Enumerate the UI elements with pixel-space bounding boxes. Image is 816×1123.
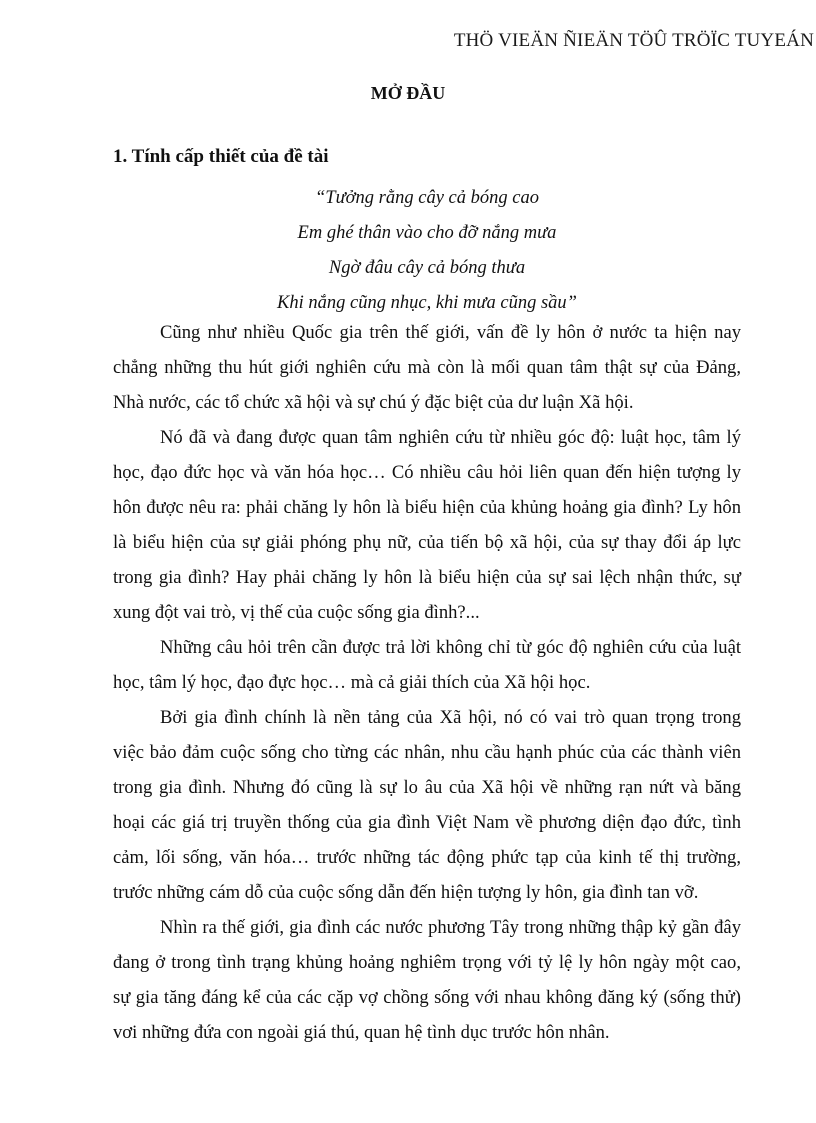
section-heading: 1. Tính cấp thiết của đề tài xyxy=(113,146,329,167)
text-line: Những câu hỏi trên cần được trả lời không chỉ từ góc độ nghiên cứu của luật xyxy=(160,637,741,658)
paragraph-2 xyxy=(113,420,741,630)
body-text xyxy=(113,315,741,1050)
paragraph-5 xyxy=(113,910,741,1050)
poem-line: Khi nắng cũng nhục, khi mưa cũng sầu” xyxy=(277,293,577,313)
text-line: là biểu hiện của sự giải phóng phụ nữ, của tiến bộ xã hội, của sự thay đổi áp lực xyxy=(113,532,741,553)
poem-line: Em ghé thân vào cho đỡ nắng mưa xyxy=(297,223,557,243)
text-line: vơi những đứa con ngoài giá thú, quan hệ tình dục trước hôn nhân. xyxy=(113,1022,610,1043)
poem-quote xyxy=(113,181,741,321)
document-title: MỞ ĐẦU xyxy=(370,83,446,103)
text-line: học, đạo đức học và văn hóa học… Có nhiều câu hỏi liên quan đến hiện tượng ly xyxy=(113,462,741,483)
poem-line: Ngờ đâu cây cả bóng thưa xyxy=(328,258,526,278)
text-line: hôn được nêu ra: phải chăng ly hôn là biểu hiện của khủng hoảng gia đình? Ly hôn xyxy=(113,497,741,518)
text-line: Cũng như nhiều Quốc gia trên thế giới, vấn đề ly hôn ở nước ta hiện nay xyxy=(160,322,741,343)
paragraph-3 xyxy=(113,630,741,700)
text-line: Nhìn ra thế giới, gia đình các nước phương Tây trong những thập kỷ gần đây xyxy=(160,917,741,938)
text-line: hoại các giá trị truyền thống của gia đình Việt Nam về phương diện đạo đức, tình xyxy=(113,812,741,833)
text-line: đang ở trong tình trạng khủng hoảng nghiêm trọng với tỷ lệ ly hôn ngày một cao, xyxy=(113,952,741,973)
text-line: trước những cám dỗ của cuộc sống dẫn đến hiện tượng ly hôn, gia đình tan vỡ. xyxy=(113,882,699,903)
text-line: chẳng những thu hút giới nghiên cứu mà còn là mối quan tâm thật sự của Đảng, xyxy=(113,357,741,378)
text-line: Bởi gia đình chính là nền tảng của Xã hội, nó có vai trò quan trọng trong xyxy=(160,707,741,728)
text-line: Nó đã và đang được quan tâm nghiên cứu từ nhiều góc độ: luật học, tâm lý xyxy=(160,427,741,448)
text-line: sự gia tăng đáng kể của các cặp vợ chồng sống với nhau không đăng ký (sống thử) xyxy=(113,987,741,1008)
text-line: trong gia đình. Nhưng đó cũng là sự lo âu của Xã hội về những rạn nứt và băng xyxy=(113,777,741,798)
text-line: xung đột vai trò, vị thế của cuộc sống gia đình?... xyxy=(113,602,480,623)
paragraph-4 xyxy=(113,700,741,910)
text-line: việc bảo đảm cuộc sống cho từng các nhân, nhu cầu hạnh phúc của các thành viên xyxy=(113,742,741,763)
text-line: cảm, lối sống, văn hóa… trước những tác động phức tạp của kinh tế thị trường, xyxy=(113,847,741,868)
poem-line: “Tưởng rằng cây cả bóng cao xyxy=(315,188,539,208)
paragraph-1 xyxy=(113,315,741,420)
page-header: THÖ VIEÄN ÑIEÄN TÖÛ TRÖÏC TUYEÁN xyxy=(453,30,814,51)
text-line: trong gia đình? Hay phải chăng ly hôn là biểu hiện của sự sai lệch nhận thức, sự xyxy=(113,567,741,588)
text-line: học, tâm lý học, đạo đực học… mà cả giải thích của Xã hội học. xyxy=(113,672,591,693)
text-line: Nhà nước, các tổ chức xã hội và sự chú ý đặc biệt của dư luận Xã hội. xyxy=(113,392,634,413)
